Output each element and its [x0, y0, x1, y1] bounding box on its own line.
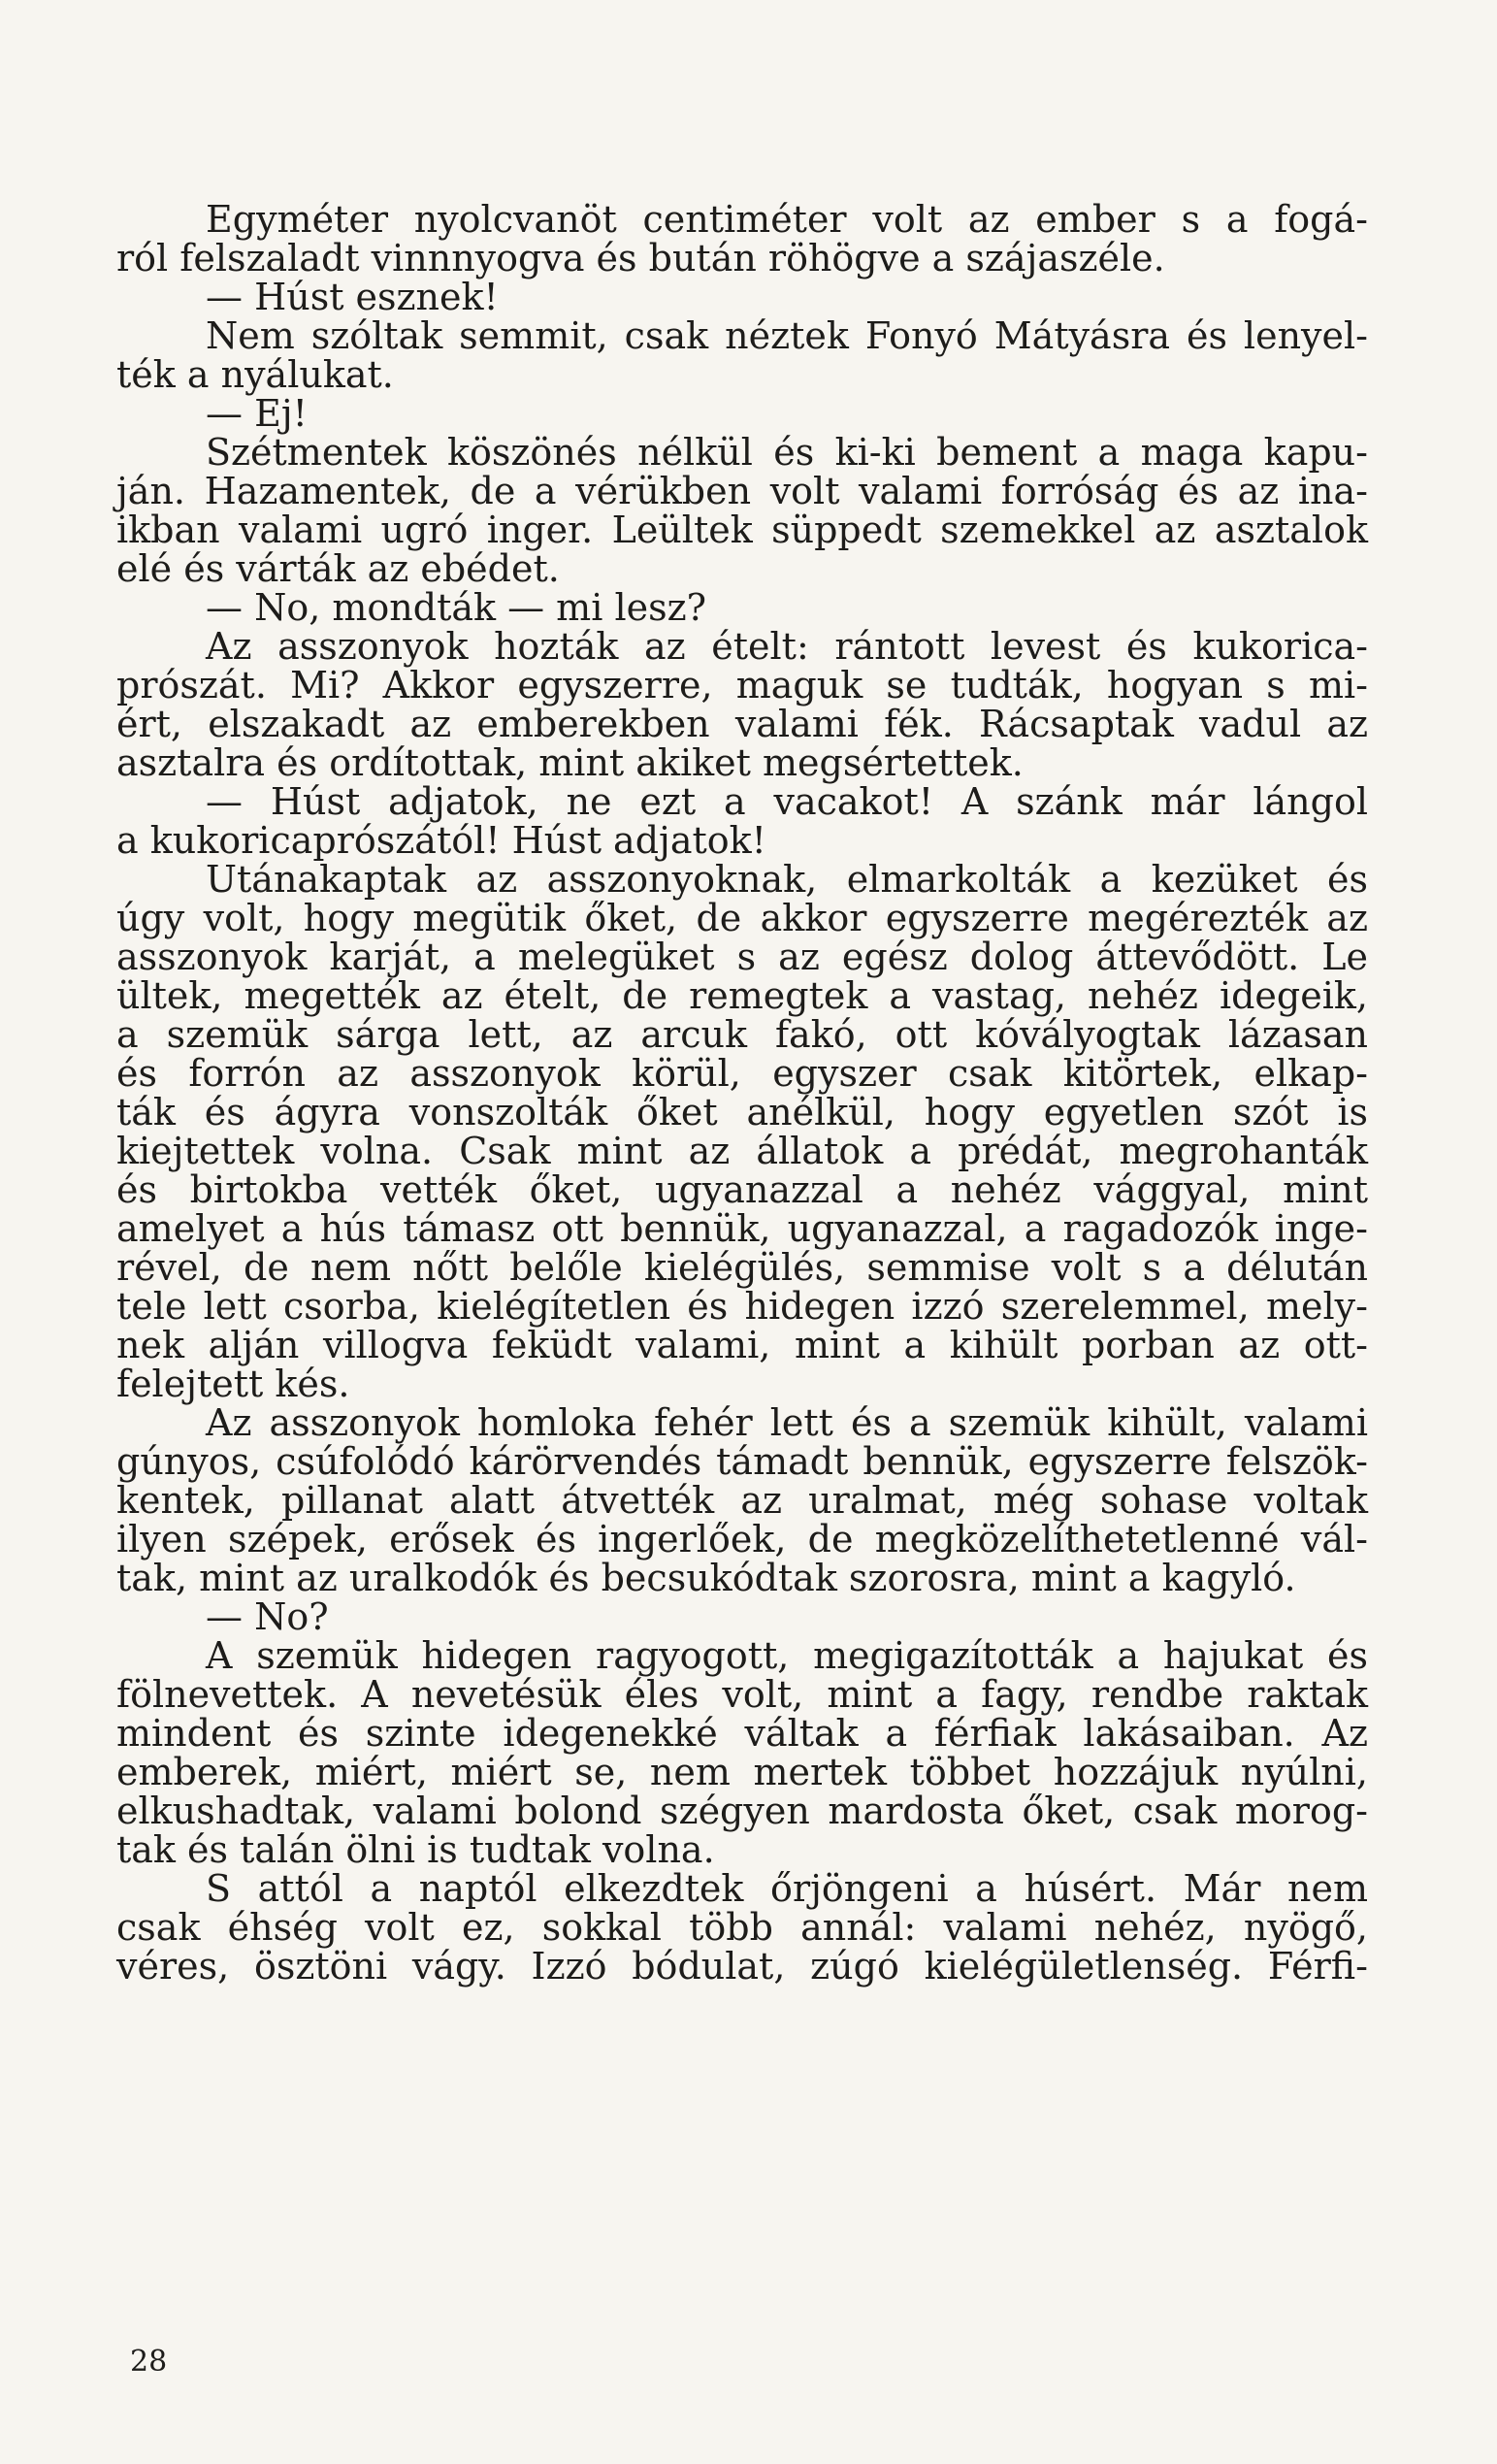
text-line: kentek, pillanat alatt átvették az uralmat, még sohase voltak: [116, 1479, 1368, 1522]
text-line: a kukoricaprószától! Húst adjatok!: [116, 819, 766, 862]
text-line: ültek, megették az ételt, de remegtek a vastag, nehéz idegeik,: [116, 974, 1368, 1017]
text-line: Nem szóltak semmit, csak néztek Fonyó Mátyásra és lenyel-: [206, 314, 1368, 357]
page-number: 28: [130, 2345, 168, 2379]
text-line: amelyet a hús támasz ott bennük, ugyanazzal, a ragadozók inge-: [116, 1207, 1368, 1250]
text-line: ért, elszakadt az emberekben valami fék. Rácsaptak vadul az: [116, 703, 1368, 745]
text-line: elé és várták az ebédet.: [116, 547, 560, 590]
text-line: és forrón az asszonyok körül, egyszer csak kitörtek, elkap-: [116, 1052, 1368, 1095]
text-line: tak és talán ölni is tudtak volna.: [116, 1828, 715, 1871]
text-line: — No?: [206, 1595, 329, 1638]
text-line: fölnevettek. A nevetésük éles volt, mint a fagy, rendbe raktak: [116, 1673, 1368, 1716]
text-line: ilyen szépek, erősek és ingerlőek, de megközelíthetetlenné vál-: [116, 1518, 1368, 1561]
text-line: úgy volt, hogy megütik őket, de akkor egyszerre megérezték az: [116, 897, 1368, 939]
text-line: Egyméter nyolcvanöt centiméter volt az ember s a fogá-: [206, 198, 1368, 241]
text-line: asztalra és ordítottak, mint akiket megsértettek.: [116, 741, 1024, 784]
text-line: ján. Hazamentek, de a vérükben volt valami forróság és az ina-: [116, 470, 1368, 512]
text-line: A szemük hidegen ragyogott, megigazították a hajukat és: [206, 1634, 1368, 1677]
text-line: elkushadtak, valami bolond szégyen mardosta őket, csak morog-: [116, 1790, 1368, 1832]
text-line: ikban valami ugró inger. Leültek süppedt szemekkel az asztalok: [116, 509, 1368, 551]
text-line: és birtokba vették őket, ugyanazzal a nehéz vággyal, mint: [116, 1168, 1368, 1211]
text-line: gúnyos, csúfolódó kárörvendés támadt bennük, egyszerre felszök-: [116, 1440, 1368, 1483]
text-line: ták és ágyra vonszolták őket anélkül, hogy egyetlen szót is: [116, 1091, 1368, 1133]
text-line: Szétmentek köszönés nélkül és ki-ki bement a maga kapu-: [206, 431, 1368, 474]
text-line: — Húst adjatok, ne ezt a vacakot! A szánk már lángol: [206, 780, 1368, 823]
text-line: csak éhség volt ez, sokkal több annál: valami nehéz, nyögő,: [116, 1906, 1368, 1949]
text-line: a szemük sárga lett, az arcuk fakó, ott kóvályogtak lázasan: [116, 1013, 1368, 1056]
text-line: mindent és szinte idegenekké váltak a férfiak lakásaiban. Az: [116, 1712, 1368, 1755]
text-line: Az asszonyok hozták az ételt: rántott levest és kukorica-: [206, 625, 1368, 668]
text-line: — Húst esznek!: [206, 276, 499, 318]
text-line: — No, mondták — mi lesz?: [206, 586, 706, 629]
text-line: nek alján villogva feküdt valami, mint a kihült porban az ott-: [116, 1324, 1368, 1366]
text-line: Az asszonyok homloka fehér lett és a szemük kihült, valami: [206, 1401, 1368, 1444]
text-line: S attól a naptól elkezdtek őrjöngeni a húsért. Már nem: [206, 1867, 1368, 1910]
body-text: [116, 200, 1368, 1986]
text-line: kiejtettek volna. Csak mint az állatok a prédát, megrohanták: [116, 1130, 1368, 1172]
text-line: tak, mint az uralkodók és becsukódtak szorosra, mint a kagyló.: [116, 1557, 1296, 1599]
text-line: asszonyok karját, a melegüket s az egész dolog áttevődött. Le: [116, 936, 1368, 978]
text-line: Utánakaptak az asszonyoknak, elmarkolták a kezüket és: [206, 858, 1368, 901]
text-line: — Ej!: [206, 392, 308, 435]
text-line: felejtett kés.: [116, 1363, 350, 1405]
text-line: tele lett csorba, kielégítetlen és hidegen izzó szerelemmel, mely-: [116, 1285, 1368, 1328]
text-line: véres, ösztöni vágy. Izzó bódulat, zúgó kielégületlenség. Férfi-: [116, 1945, 1368, 1988]
text-line: prószát. Mi? Akkor egyszerre, maguk se tudták, hogyan s mi-: [116, 664, 1368, 706]
text-line: rével, de nem nőtt belőle kielégülés, semmise volt s a délután: [116, 1246, 1368, 1289]
text-line: ról felszaladt vinnnyogva és bután röhögve a szájaszéle.: [116, 237, 1165, 279]
text-line: ték a nyálukat.: [116, 353, 394, 396]
text-line: emberek, miért, miért se, nem mertek többet hozzájuk nyúlni,: [116, 1751, 1368, 1793]
